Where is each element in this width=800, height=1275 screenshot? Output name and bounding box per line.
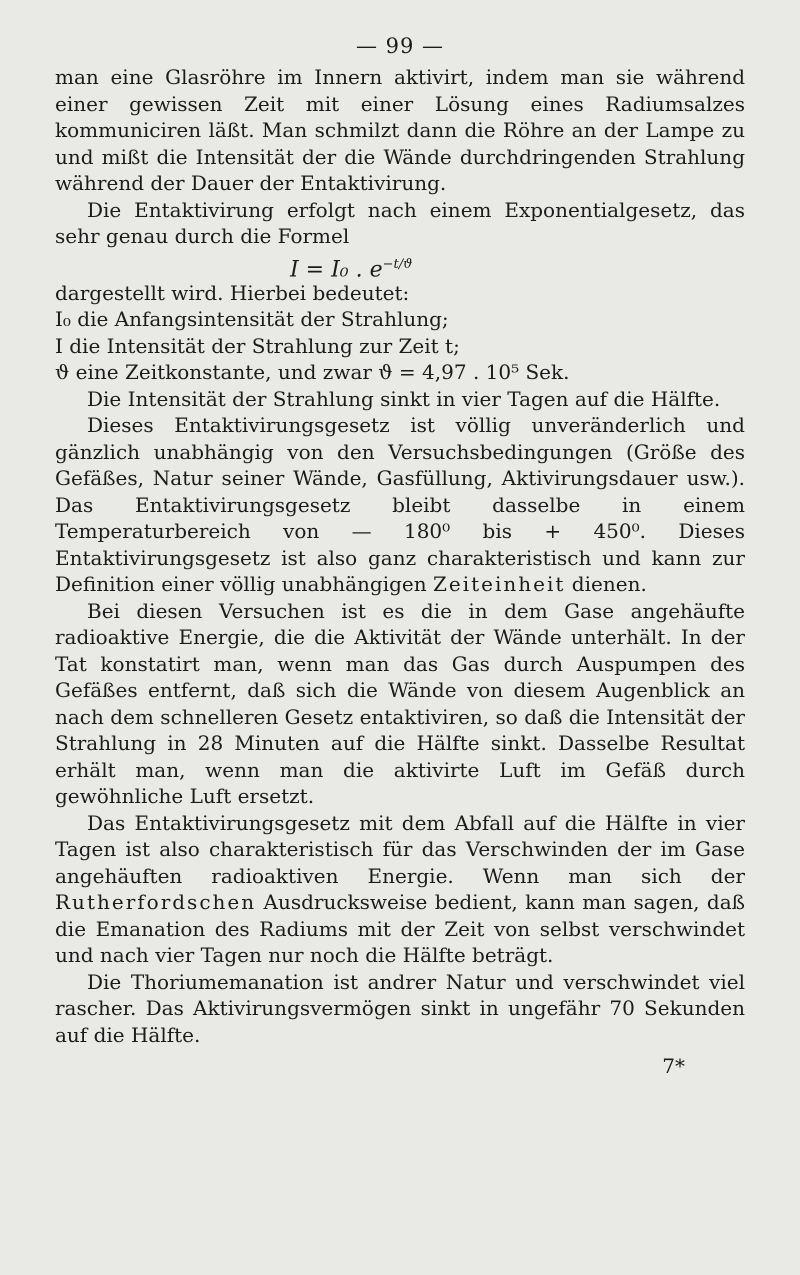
definition-item: I die Intensität der Strahlung zur Zeit t; [55, 333, 460, 358]
paragraph: Bei diesen Versuchen ist es die in dem Gase angehäufte radioaktive Energie, die die Aktivität der Wände unterhält. In der Tat konstatirt man, wenn man das Gas durch Auspumpen des Gefäßes entfernt, daß sich die Wände von diesem Augenblick an nach dem schnelleren Gesetz entaktiviren, so daß die Intensität der Strahlung in 28 Minuten auf die Hälfte sinkt. Dasselbe Resultat erhält man, wenn man die aktivirte Luft im Gefäß durch gewöhnliche Luft ersetzt. [55, 598, 745, 808]
paragraph-text: dienen. [565, 572, 647, 596]
paragraph-text: Ausdrucksweise bedient, kann man sagen, daß die Emanation des Radiums mit der Zeit von selbst verschwindet und nach vier Tagen nur noch die Hälfte beträgt. [55, 890, 745, 967]
formula-exponent: −t/ϑ [382, 256, 413, 272]
definition-item: I₀ die Anfangsintensität der Strahlung; [55, 307, 449, 331]
page-number: — 99 — [355, 34, 445, 58]
paragraph [55, 810, 745, 969]
paragraph: Die Intensität der Strahlung sinkt in vier Tagen auf die Hälfte. [87, 386, 721, 411]
formula-base: I = I₀ . e [290, 256, 383, 282]
paragraph [55, 412, 745, 598]
paragraph-text: Das Entaktivirungsgesetz mit dem Abfall auf die Hälfte in vier Tagen ist also charakteristisch für das Verschwinden der im Gase angehäuften radioaktiven Energie. Wenn man sich der [55, 810, 745, 888]
formula [290, 250, 745, 280]
paragraph: Die Entaktivirung erfolgt nach einem Exponentialgesetz, das sehr genau durch die Formel [55, 197, 745, 248]
paragraph: Die Thoriumemanation ist andrer Natur und verschwindet viel rascher. Das Aktivirungsvermögen sinkt in ungefähr 70 Sekunden auf die Hälfte. [55, 969, 745, 1047]
paragraph: dargestellt wird. Hierbei bedeutet: [55, 280, 410, 305]
emphasis-text: Zeiteinheit [433, 572, 566, 596]
emphasis-text: Rutherfordschen [55, 890, 257, 914]
body-text [55, 64, 745, 1048]
paragraph-text: Dieses Entaktivirungsgesetz ist völlig unveränderlich und gänzlich unabhängig von den Versuchsbedingungen (Größe des Gefäßes, Natur seiner Wände, Gasfüllung, Aktivirungsdauer usw.). Das Entaktivirungsgesetz bleibt dasselbe in einem Temperaturbereich von — 180⁰ bis + 450⁰. Dieses Entaktivirungsgesetz ist also ganz charakteristisch und kann zur Definition einer völlig unabhängigen [55, 413, 745, 596]
paragraph: man eine Glasröhre im Innern aktivirt, indem man sie während einer gewissen Zeit mit einer Lösung eines Radiumsalzes kommuniciren läßt. Man schmilzt dann die Röhre an der Lampe zu und mißt die Intensität der die Wände durchdringenden Strahlung während der Dauer der Entaktivirung. [55, 65, 745, 195]
signature-mark: 7* [662, 1054, 685, 1078]
definition-item: ϑ eine Zeitkonstante, und zwar ϑ = 4,97 . 10⁵ Sek. [55, 360, 570, 384]
